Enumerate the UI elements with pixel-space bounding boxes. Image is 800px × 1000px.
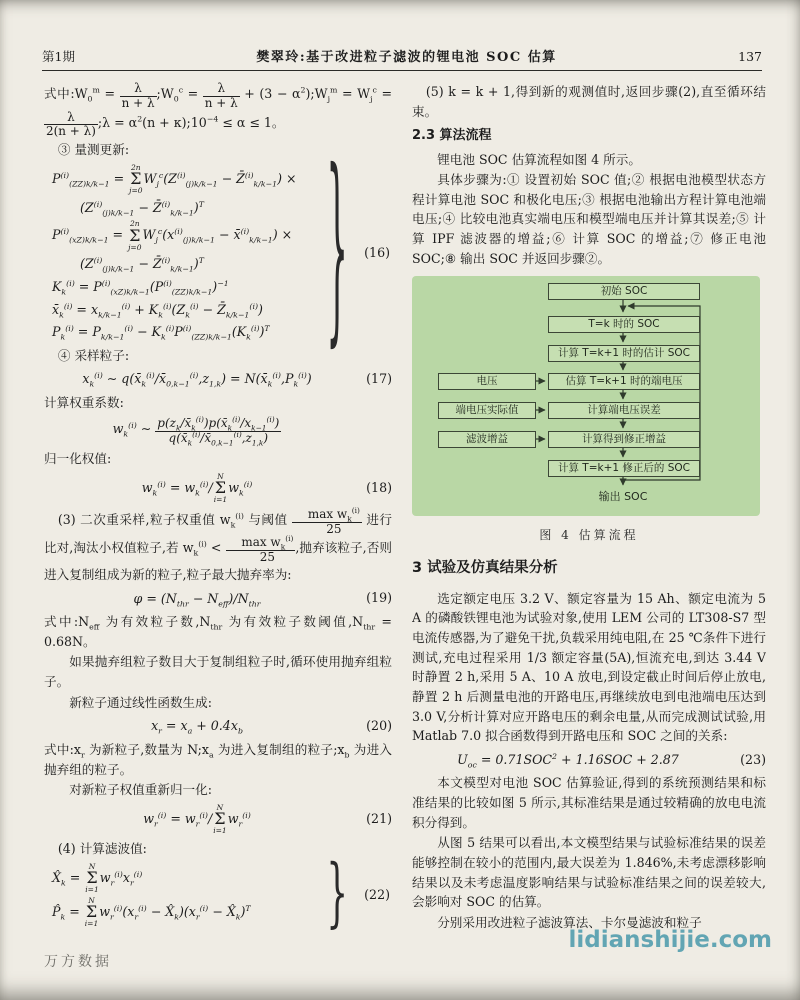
paragraph-weights-definition: 式中$:W_0^m$ = $\frac{\lambda}{n + \lambda}$ $;W_0^c$ = $\frac{\lambda}{n + \lambda}$ + $(3 - \alpha^2);W_j^m = W_j^c$ = $\frac{\lambda}{2(n + \lambda)}$ ;λ = $\alpha^2(n$ + $\kappa);10^{-4} \le \alpha \le 1$。 bbox=[44, 82, 392, 139]
figure-4-flowchart bbox=[412, 276, 760, 516]
equation-23 bbox=[412, 750, 766, 770]
equation-19-body: $\varphi = (N_{thr} - N_{eff})/N_{thr}$ bbox=[133, 590, 261, 609]
equation-16-line: $P^{(i)}_{(xZ)k/k-1}$ = 2n Σ j=0 $W_j^c(x^{(i)}_{(j)k/k-1}$ − x̄$^{(i)}_{k/k-1}$) × bbox=[52, 219, 293, 252]
journal-issue: 第1期 bbox=[42, 49, 75, 64]
equation-18-number: (18) bbox=[366, 480, 392, 496]
calc-weight-label: 计算权重系数: bbox=[44, 395, 124, 411]
equation-weight-body: $w_k^{(i)}$ ∼ $\frac{p(z_k/x̄_k^{(i)})p(x̄_k^{(i)}/x_{k-1}^{(i)})}{q(x̄_k^{(i)}/x̄_{0,k-1}^{(i)},z_{1,k})}$ bbox=[112, 414, 280, 447]
equation-22-number: (22) bbox=[364, 887, 390, 903]
equation-20-number: (20) bbox=[366, 718, 392, 734]
equation-19 bbox=[44, 589, 392, 609]
lidianshijie-watermark: lidianshijie.com bbox=[568, 927, 772, 953]
section-2-3-heading: 2.3 算法流程 bbox=[412, 128, 492, 144]
header-rule bbox=[42, 70, 762, 71]
node-estimate-soc-k1: 计算 T=k+1 时的估计 SOC bbox=[548, 345, 700, 362]
normalize-label: 归一化权值: bbox=[44, 451, 112, 467]
paragraph-figure5-results: 从图 5 结果可以看出,本文模型结果与试验标准结果的误差能够控制在较小的范围内,最大误差为 1.846%,未考虑漂移影响结果以及未考虑温度影响结果与试验标准结果之间的误差较大,会影响对 SOC 的估算。 bbox=[412, 835, 766, 910]
node-corrected-soc: 计算 T=k+1 修正后的 SOC bbox=[548, 460, 700, 477]
paragraph-new-particles: 新粒子通过线性函数生成: bbox=[69, 694, 212, 710]
left-column bbox=[44, 82, 392, 970]
equation-21-body: $w_r^{(i)} = w_r^{(i)}/$ N Σ i=1 $w_r^{(i)}$ bbox=[143, 802, 251, 836]
equation-21-number: (21) bbox=[366, 811, 392, 827]
equation-16-line: ($Z^{(i)}_{(j)k/k-1}$ − Z̄$^{(i)}_{k/k-1}$)$^T$ bbox=[80, 199, 204, 218]
equation-18 bbox=[44, 473, 392, 504]
equation-22-line: $P̂_k$ = N Σ i=1 $w_r^{(i)}(x_r^{(i)}$ − $X̂_k)(x_r^{(i)}$ − $X̂_k)^T$ bbox=[52, 895, 251, 929]
running-title: 樊翠玲:基于改进粒子滤波的锂电池 SOC 估算 bbox=[256, 50, 557, 65]
page-header bbox=[42, 46, 762, 65]
node-terminal-voltage: 估算 T=k+1 时的端电压 bbox=[548, 373, 700, 390]
step4-label: ④ 采样粒子: bbox=[57, 347, 130, 363]
paragraph-experiment-setup: 选定额定电压 3.2 V、额定容量为 15 Ah、额定电流为 5 A 的磷酸铁锂电池为试验对象,使用 LEM 公司的 LT308-S7 型电流传感器,为了避免干扰,负载采用纯电阻,在 25 ℃条件下进行测试,充电过程采用 1/3 额定容量(5A),恒流充电,到达 3.44 V 时静置 2 h,采用 5 A、10 A 放电,到设定截止时间后停止放电,静置 2 h 后测量电池的开路电压,再继续放电到电池端电压达到 3.0 V,分析计算对应开路电压的剩余电量,从而完成测试试验,用 Matlab 7.0 拟合函数得到开路电压和 SOC 之间的关系: bbox=[412, 590, 766, 744]
paragraph-algorithm-steps: 具体步骤为:① 设置初始 SOC 值;② 根据电池模型状态方程计算电池 SOC 和极化电压;③ 根据电池输出方程计算电池端电压;④ 比较电池真实端电压和模型端电压并计算其误差;⑤ 计算 IPF 滤波器的增益;⑥ 计算 SOC 的增益;⑦ 修正电池 SOC;⑧ 输出 SOC 并返回步骤②。 bbox=[412, 172, 766, 266]
paragraph-resampling: (3) 二次重采样,粒子权重值 $w_k^{(i)}$ 与阈值 $\frac{\max w_k^{(i)}}{25}$ 进行比对,淘汰小权值粒子,若 $w_k^{(i)}$ < $\frac{\max w_k^{(i)}}{25}$ ,抛弃该粒子,否则进入复制组成为新的粒子,粒子最大抛弃率为: bbox=[44, 505, 392, 582]
paragraph-renormalize: 对新粒子权值重新归一化: bbox=[69, 782, 212, 798]
node-filter-gain: 滤波增益 bbox=[438, 431, 536, 448]
section-3-heading: 3 试验及仿真结果分析 bbox=[412, 560, 558, 577]
equation-20-body: $x_r = x_a + 0.4x_b$ bbox=[151, 718, 243, 736]
figure-4-caption: 图 4 估算流程 bbox=[539, 528, 639, 543]
equation-22-brace: } bbox=[326, 849, 348, 938]
equation-23-number: (23) bbox=[740, 751, 766, 767]
node-voltage-error: 计算端电压误差 bbox=[548, 402, 700, 419]
equation-weight bbox=[44, 414, 392, 447]
equation-16-line: ($Z^{(i)}_{(j)k/k-1}$ − Z̄$^{(i)}_{k/k-1}$)$^T$ bbox=[80, 256, 204, 274]
equation-22-line: $X̂_k$ = N Σ i=1 $w_r^{(i)}x_r^{(i)}$ bbox=[52, 861, 143, 895]
equation-17 bbox=[44, 369, 392, 389]
step3-label: ③ 量测更新: bbox=[57, 142, 130, 157]
equation-16-line: $P_k^{(i)} = P_{k/k-1}^{(i)} - K_k^{(i)}P^{(i)}_{(ZZ)k/k-1}(K_k^{(i)})^T$ bbox=[52, 324, 270, 342]
paragraph-flow-intro: 锂电池 SOC 估算流程如图 4 所示。 bbox=[437, 151, 641, 167]
paragraph-step5: (5) k = k + 1,得到新的观测值时,返回步骤(2),直至循环结束。 bbox=[412, 84, 766, 119]
paragraph-comparison-intro: 分别采用改进粒子滤波算法、卡尔曼滤波和粒子 bbox=[437, 914, 702, 930]
paragraph-threshold: 式中$:N_{eff}$ 为有效粒子数$,N_{thr}$ 为有效粒子数阈值$,N_{thr} = 0.68N$。 bbox=[44, 614, 392, 649]
equation-16-brace: } bbox=[326, 129, 348, 370]
node-soc-at-k: T=k 时的 SOC bbox=[548, 316, 700, 333]
paragraph-new-particle-def: 式中$:x_r$ 为新粒子,数量为 $N;x_a$ 为进入复制组的粒子$;x_b$ 为进入抛弃组的粒子。 bbox=[44, 742, 392, 777]
equation-16-number: (16) bbox=[364, 244, 390, 260]
node-output-soc: 输出 SOC bbox=[598, 490, 648, 504]
node-actual-voltage: 端电压实际值 bbox=[438, 402, 536, 419]
page-number: 137 bbox=[738, 49, 762, 64]
equation-21 bbox=[44, 804, 392, 835]
equation-17-number: (17) bbox=[366, 371, 392, 387]
equation-23-body: $U_{oc} = 0.71SOC^2 + 1.16SOC + 2.87$ bbox=[457, 751, 679, 770]
flowchart-connectors bbox=[412, 276, 760, 516]
equation-16-line: $P^{(i)}_{(ZZ)k/k-1}$ = 2n Σ j=0 $W_j^c(Z^{(i)}_{(j)k/k-1}$ − Z̄$^{(i)}_{k/k-1}$) × bbox=[52, 162, 297, 196]
step-filter-label: (4) 计算滤波值: bbox=[57, 840, 147, 856]
equation-16-line: $x̄_k^{(i)} = x_{k/k-1}^{(i)} + K_k^{(i)}(Z_k^{(i)}$ − $Z̄_{k/k-1}^{(i)}$) bbox=[52, 301, 263, 320]
equation-17-body: $x_k^{(i)}$ ∼ $q(x̄_k^{(i)}/x̄_{0,k-1}^{(i)},z_{1,k})$ = $N(x̄_k^{(i)},P_k^{(i)})$ bbox=[82, 371, 312, 389]
equation-20 bbox=[44, 716, 392, 736]
equation-16-line: $K_k^{(i)} = P^{(i)}_{(xZ)k/k-1}(P^{(i)}_{(ZZ)k/k-1})^{-1}$ bbox=[52, 278, 229, 297]
node-correction-gain: 计算得到修正增益 bbox=[548, 431, 700, 448]
equation-18-body: $w_k^{(i)} = w_k^{(i)}/$ N Σ i=1 $w_k^{(i)}$ bbox=[141, 471, 253, 505]
wanfang-watermark: 万方数据 bbox=[44, 954, 112, 970]
node-initial-soc: 初始 SOC bbox=[548, 283, 700, 300]
paragraph-recycle: 如果抛弃组粒子数目大于复制组粒子时,循环使用抛弃组粒子。 bbox=[44, 654, 392, 690]
right-column bbox=[412, 82, 766, 970]
equation-22 bbox=[44, 849, 392, 938]
paragraph-model-validation: 本文模型对电池 SOC 估算验证,得到的系统预测结果和标准结果的比较如图 5 所示,其标准结果是通过较精确的放电电流积分得到。 bbox=[412, 775, 766, 830]
equation-19-number: (19) bbox=[366, 590, 392, 606]
node-voltage-input: 电压 bbox=[438, 373, 536, 390]
